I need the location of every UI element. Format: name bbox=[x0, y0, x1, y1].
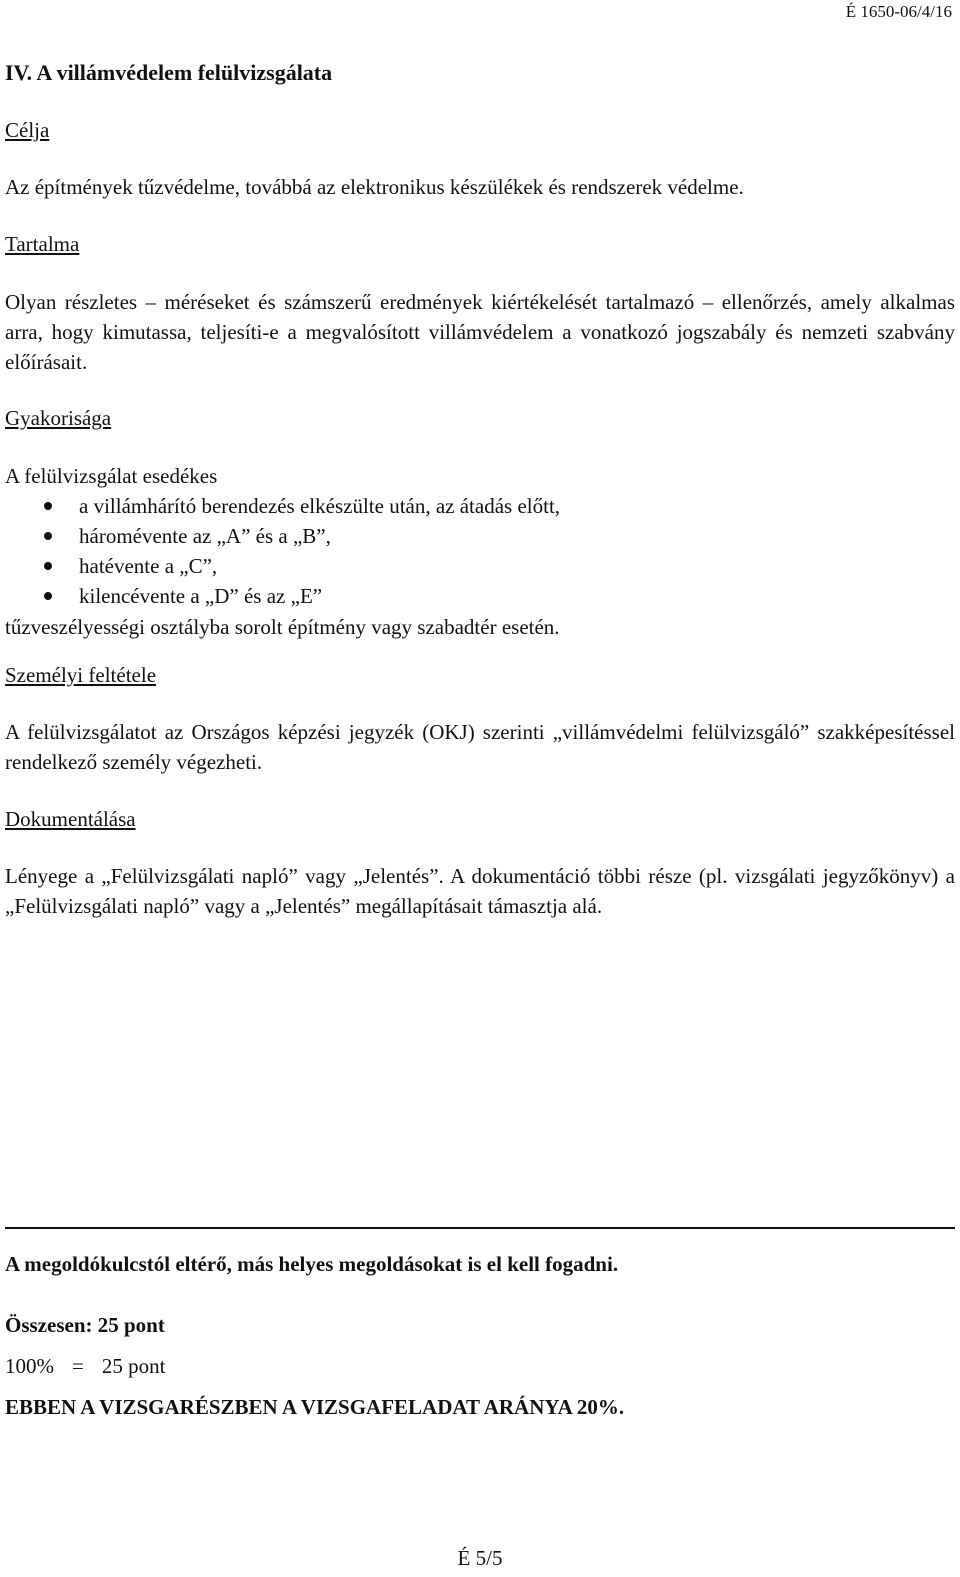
heading-szemelyi: Személyi feltétele bbox=[5, 663, 157, 687]
exam-ratio: EBBEN A VIZSGARÉSZBEN A VIZSGAFELADAT ARÁNYA 20%. bbox=[5, 1395, 625, 1419]
points-value: 25 pont bbox=[101, 1354, 166, 1378]
text-gyakorisaga-outro: tűzveszélyességi osztályba sorolt építmény vagy szabadtér esetén. bbox=[5, 615, 560, 639]
text-gyakorisaga-intro: A felülvizsgálat esedékes bbox=[5, 464, 218, 488]
bullet-icon bbox=[44, 502, 52, 510]
bullet-icon bbox=[44, 562, 52, 570]
list-item: a villámhárító berendezés elkészülte után, az átadás előtt, bbox=[5, 491, 955, 521]
section-title: IV. A villámvédelem felülvizsgálata bbox=[5, 60, 333, 85]
equals-sign: = bbox=[72, 1354, 84, 1378]
heading-dokumentalasa: Dokumentálása bbox=[5, 807, 136, 831]
list-item: háromévente az „A” és a „B”, bbox=[5, 521, 955, 551]
heading-tartalma: Tartalma bbox=[5, 232, 80, 256]
percent-value: 100% bbox=[5, 1354, 54, 1378]
page-number: É 5/5 bbox=[457, 1546, 503, 1570]
divider bbox=[5, 1227, 955, 1229]
percent-line bbox=[5, 1351, 955, 1381]
bullet-icon bbox=[44, 592, 52, 600]
total-points: Összesen: 25 pont bbox=[5, 1313, 165, 1337]
document-code: É 1650-06/4/16 bbox=[845, 2, 952, 21]
text-tartalma: Olyan részletes – méréseket és számszerű eredmények kiértékelését tartalmazó – ellenőrzés, amely alkalmas arra, hogy kimutassa, teljesíti-e a megvalósított villámvédelem a vonatkozó jogszabály és nemzeti szabvány előírásait. bbox=[5, 290, 955, 374]
text-szemelyi: A felülvizsgálatot az Országos képzési jegyzék (OKJ) szerinti „villámvédelmi felülvizsgáló” szakképesítéssel rendelkező személy végezheti. bbox=[5, 720, 955, 774]
heading-celja: Célja bbox=[5, 118, 50, 142]
list-item: kilencévente a „D” és az „E” bbox=[5, 581, 955, 611]
heading-gyakorisaga: Gyakorisága bbox=[5, 406, 112, 430]
bullet-icon bbox=[44, 532, 52, 540]
text-celja: Az építmények tűzvédelme, továbbá az elektronikus készülékek és rendszerek védelme. bbox=[5, 175, 744, 199]
list-item: hatévente a „C”, bbox=[5, 551, 955, 581]
text-dokumentalasa: Lényege a „Felülvizsgálati napló” vagy „Jelentés”. A dokumentáció többi része (pl. vizsgálati jegyzőkönyv) a „Felülvizsgálati napló” vagy a „Jelentés” megállapításait támasztja alá. bbox=[5, 864, 955, 918]
frequency-list bbox=[5, 491, 955, 611]
alternative-solutions-note: A megoldókulcstól eltérő, más helyes megoldásokat is el kell fogadni. bbox=[5, 1252, 619, 1276]
